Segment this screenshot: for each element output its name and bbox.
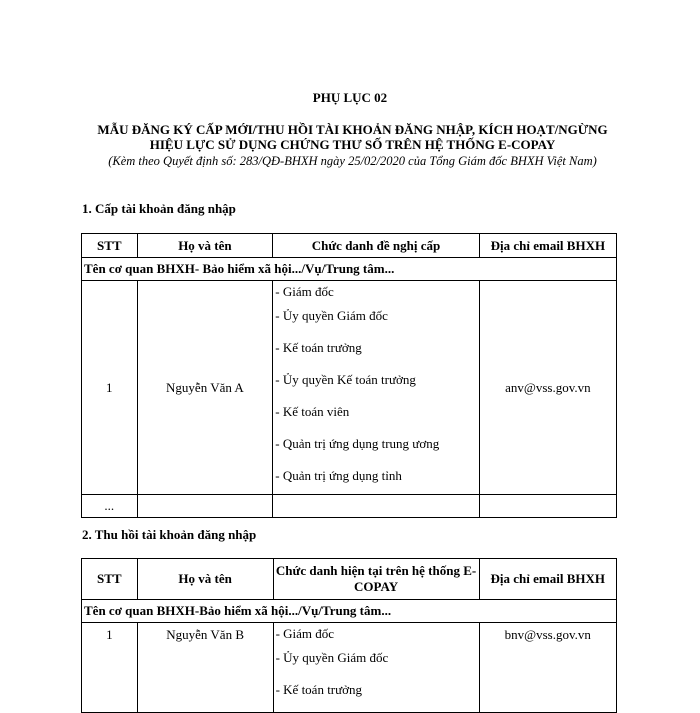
table-header-row bbox=[82, 234, 617, 258]
section-2-table bbox=[81, 558, 617, 713]
header-position: Chức danh đề nghị cấp bbox=[273, 234, 479, 258]
header-email: Địa chỉ email BHXH bbox=[479, 559, 616, 600]
empty-cell bbox=[137, 495, 273, 518]
appendix-title: PHỤ LỤC 02 bbox=[312, 90, 388, 105]
header-name: Họ và tên bbox=[137, 234, 273, 258]
role-item: - Ủy quyền Giám đốc bbox=[275, 650, 389, 665]
empty-cell bbox=[479, 495, 616, 518]
ellipsis-cell: ... bbox=[82, 495, 138, 518]
main-title: MẪU ĐĂNG KÝ CẤP MỚI/THU HỒI TÀI KHOẢN ĐĂNG NHẬP, KÍCH HOẠT/NGỪNG HIỆU LỰC SỬ DỤNG CHỨNG THƯ SỐ TRÊN HỆ THỐNG E-COPAY bbox=[97, 122, 608, 152]
empty-cell bbox=[273, 495, 479, 518]
role-item: - Kế toán trưởng bbox=[275, 339, 362, 355]
header-email: Địa chỉ email BHXH bbox=[479, 234, 616, 258]
section-2-title: 2. Thu hồi tài khoản đăng nhập bbox=[82, 527, 257, 542]
role-item: - Ủy quyền Kế toán trưởng bbox=[275, 371, 416, 387]
table-row bbox=[82, 623, 617, 713]
org-name: Tên cơ quan BHXH- Bảo hiểm xã hội.../Vụ/Trung tâm... bbox=[82, 258, 617, 281]
row-name: Nguyễn Văn B bbox=[137, 623, 273, 713]
table-header-row bbox=[82, 559, 617, 600]
header-name: Họ và tên bbox=[137, 559, 273, 600]
role-item: - Kế toán trưởng bbox=[275, 682, 363, 697]
row-stt: 1 bbox=[82, 623, 138, 713]
section-1-table bbox=[81, 233, 617, 518]
subtitle-note: (Kèm theo Quyết định số: 283/QĐ-BHXH ngày 25/02/2020 của Tổng Giám đốc BHXH Việt Nam) bbox=[108, 154, 597, 168]
row-stt: 1 bbox=[82, 281, 138, 495]
row-roles bbox=[273, 281, 479, 495]
org-name: Tên cơ quan BHXH-Bảo hiểm xã hội.../Vụ/Trung tâm... bbox=[82, 600, 617, 623]
section-1-title: 1. Cấp tài khoản đăng nhập bbox=[82, 201, 236, 216]
header-stt: STT bbox=[82, 559, 138, 600]
role-item: - Kế toán viên bbox=[275, 403, 350, 419]
ellipsis-row bbox=[82, 495, 617, 518]
row-roles bbox=[273, 623, 479, 713]
role-item: - Quản trị ứng dụng trung ương bbox=[275, 435, 440, 451]
role-item: - Ủy quyền Giám đốc bbox=[275, 307, 388, 323]
row-name: Nguyễn Văn A bbox=[137, 281, 273, 495]
header-stt: STT bbox=[82, 234, 138, 258]
role-item: - Quản trị ứng dụng tỉnh bbox=[275, 467, 402, 483]
row-email: anv@vss.gov.vn bbox=[479, 281, 616, 495]
role-item: - Giám đốc bbox=[275, 283, 334, 299]
org-row bbox=[82, 600, 617, 623]
role-item: - Giám đốc bbox=[275, 626, 335, 641]
row-email: bnv@vss.gov.vn bbox=[479, 623, 616, 713]
table-row bbox=[82, 281, 617, 495]
header-position: Chức danh hiện tại trên hệ thống E-COPAY bbox=[273, 559, 479, 600]
org-row bbox=[82, 258, 617, 281]
